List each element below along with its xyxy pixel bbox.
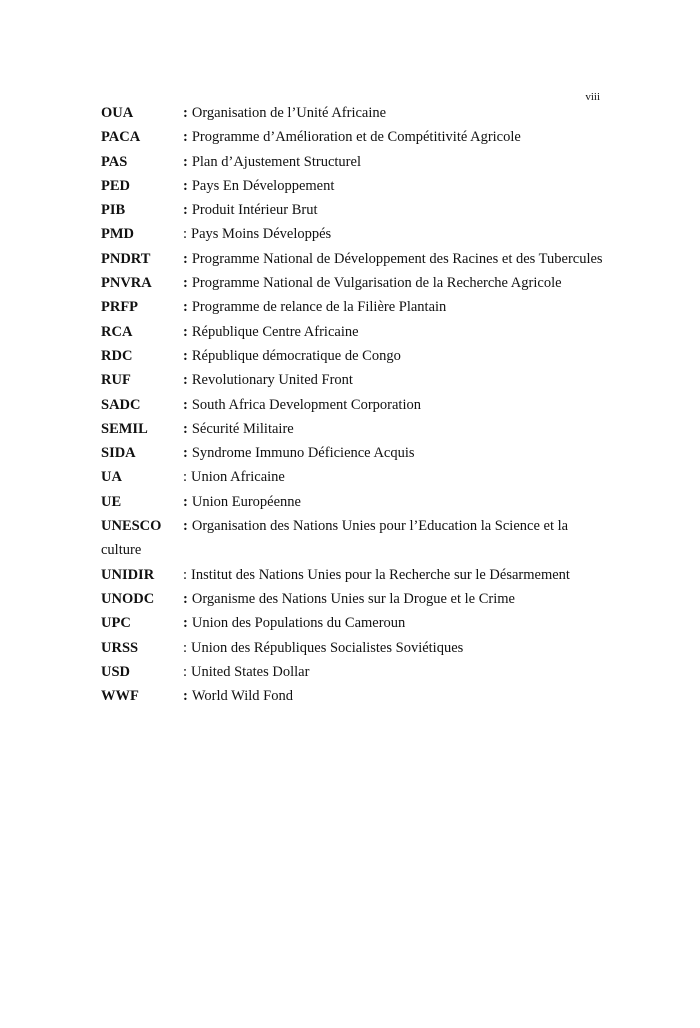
abbreviation-definition: République Centre Africaine xyxy=(191,323,359,340)
abbreviation-colon: : xyxy=(183,615,188,632)
abbreviation-term: URSS xyxy=(101,639,139,656)
abbreviation-row xyxy=(101,640,601,664)
abbreviation-colon: : xyxy=(183,347,188,364)
abbreviation-row xyxy=(101,372,601,396)
abbreviation-term: RUF xyxy=(101,372,131,389)
abbreviation-definition: Organisation des Nations Unies pour l’Education la Science et la xyxy=(191,518,569,535)
abbreviation-term: UE xyxy=(101,493,122,510)
abbreviation-row xyxy=(101,154,601,178)
abbreviation-colon: : xyxy=(183,688,188,705)
abbreviation-definition: Produit Intérieur Brut xyxy=(191,202,318,219)
abbreviation-colon: : xyxy=(183,420,188,437)
abbreviation-definition: World Wild Fond xyxy=(191,688,293,705)
abbreviation-term: UNODC xyxy=(101,590,155,607)
page-number: viii xyxy=(585,91,600,103)
abbreviation-term: SIDA xyxy=(101,445,136,462)
abbreviation-term: PAS xyxy=(101,153,128,170)
abbreviation-term: OUA xyxy=(101,105,134,121)
abbreviation-colon: : xyxy=(183,202,188,219)
abbreviation-colon: : xyxy=(183,250,188,267)
abbreviation-colon: : xyxy=(183,372,188,389)
abbreviation-definition: Pays En Développement xyxy=(191,177,335,194)
abbreviation-colon: : xyxy=(183,226,188,243)
abbreviation-definition: South Africa Development Corporation xyxy=(191,396,421,413)
abbreviation-colon: : xyxy=(183,445,188,462)
abbreviation-row xyxy=(101,664,601,688)
abbreviation-row xyxy=(101,397,601,421)
abbreviation-row xyxy=(101,567,601,591)
abbreviation-row xyxy=(101,348,601,372)
abbreviation-row xyxy=(101,615,601,639)
abbreviation-colon: : xyxy=(183,493,188,510)
abbreviation-definition: Union Européenne xyxy=(191,493,301,510)
abbreviation-term: RDC xyxy=(101,347,133,364)
abbreviation-term: PMD xyxy=(101,226,135,243)
abbreviation-colon: : xyxy=(183,299,188,316)
abbreviation-term: PIB xyxy=(101,202,126,219)
abbreviation-row xyxy=(101,518,601,542)
abbreviation-term: PNVRA xyxy=(101,275,152,292)
abbreviation-definition: Organisme des Nations Unies sur la Drogue et le Crime xyxy=(191,590,515,607)
abbreviation-row xyxy=(101,445,601,469)
abbreviation-definition: Organisation de l’Unité Africaine xyxy=(191,105,387,121)
abbreviation-row xyxy=(101,494,601,518)
abbreviation-colon: : xyxy=(183,129,188,146)
abbreviation-colon: : xyxy=(183,396,188,413)
abbreviation-row xyxy=(101,129,601,153)
abbreviation-definition: Programme National de Développement des Racines et des Tubercules xyxy=(191,250,603,267)
abbreviation-definition: Union des Populations du Cameroun xyxy=(191,615,406,632)
abbreviation-definition: Syndrome Immuno Déficience Acquis xyxy=(191,445,415,462)
abbreviation-row xyxy=(101,469,601,493)
abbreviation-definition: United States Dollar xyxy=(191,663,310,680)
abbreviation-row xyxy=(101,591,601,615)
abbreviation-colon: : xyxy=(183,663,188,680)
abbreviation-row xyxy=(101,324,601,348)
abbreviation-colon: : xyxy=(183,275,188,292)
abbreviation-row xyxy=(101,251,601,275)
abbreviation-definition: Programme de relance de la Filière Plantain xyxy=(191,299,447,316)
abbreviation-definition: Union des Républiques Socialistes Soviétiques xyxy=(191,639,464,656)
abbreviation-colon: : xyxy=(183,469,188,486)
abbreviation-colon: : xyxy=(183,518,188,535)
abbreviation-term: UNIDIR xyxy=(101,566,155,583)
abbreviation-term: PED xyxy=(101,177,130,194)
abbreviation-term: PACA xyxy=(101,129,141,146)
abbreviation-row xyxy=(101,688,601,712)
abbreviation-definition: Institut des Nations Unies pour la Recherche sur le Désarmement xyxy=(191,566,570,583)
abbreviation-term: PNDRT xyxy=(101,250,151,267)
abbreviation-term: UA xyxy=(101,469,122,486)
abbreviation-row xyxy=(101,421,601,445)
abbreviation-row xyxy=(101,105,601,129)
abbreviation-definition: République démocratique de Congo xyxy=(191,347,401,364)
abbreviation-definition: Programme d’Amélioration et de Compétitivité Agricole xyxy=(191,129,521,146)
abbreviation-definition: Revolutionary United Front xyxy=(191,372,353,389)
abbreviation-colon: : xyxy=(183,590,188,607)
abbreviation-colon: : xyxy=(183,639,188,656)
abbreviation-definition: Union Africaine xyxy=(191,469,285,486)
abbreviation-row xyxy=(101,178,601,202)
abbreviation-term: WWF xyxy=(101,688,139,705)
abbreviation-row xyxy=(101,202,601,226)
abbreviation-colon: : xyxy=(183,105,188,121)
abbreviation-definition: Programme National de Vulgarisation de la Recherche Agricole xyxy=(191,275,562,292)
abbreviation-definition: Plan d’Ajustement Structurel xyxy=(191,153,361,170)
abbreviation-term: SADC xyxy=(101,396,141,413)
abbreviation-term: UPC xyxy=(101,615,131,632)
abbreviation-row xyxy=(101,299,601,323)
abbreviation-term: PRFP xyxy=(101,299,139,316)
abbreviation-definition-continuation: culture xyxy=(101,542,142,559)
abbreviation-term: RCA xyxy=(101,323,133,340)
abbreviation-definition: Sécurité Militaire xyxy=(191,420,294,437)
abbreviation-colon: : xyxy=(183,323,188,340)
abbreviation-list xyxy=(101,105,601,712)
abbreviation-colon: : xyxy=(183,566,188,583)
abbreviation-term: USD xyxy=(101,663,131,680)
abbreviation-colon: : xyxy=(183,153,188,170)
abbreviation-term: SEMIL xyxy=(101,420,148,437)
abbreviation-term: UNESCO xyxy=(101,518,162,535)
abbreviation-colon: : xyxy=(183,177,188,194)
abbreviation-row xyxy=(101,275,601,299)
abbreviation-row xyxy=(101,226,601,250)
abbreviation-definition: Pays Moins Développés xyxy=(191,226,332,243)
